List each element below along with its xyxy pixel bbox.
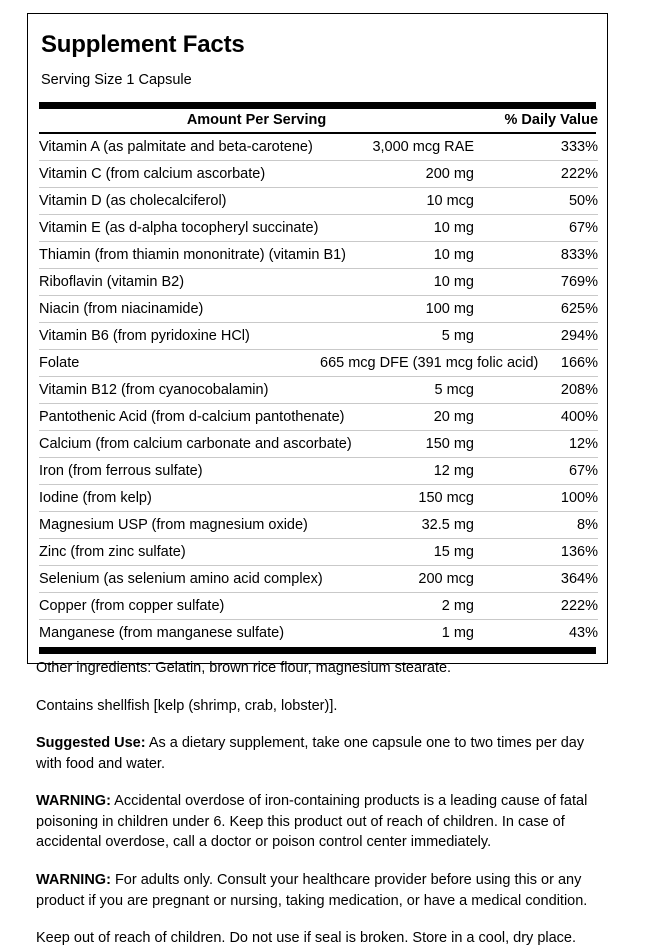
- nutrient-daily-value: 222%: [474, 593, 598, 620]
- supplement-facts-panel: [27, 13, 608, 664]
- warning-adults-paragraph: [36, 870, 592, 911]
- page-title: Supplement Facts: [41, 31, 245, 58]
- nutrient-amount: 10 mg: [320, 242, 474, 269]
- nutrient-name: Vitamin D (as cholecalciferol): [39, 188, 320, 215]
- nutrient-amount: 10 mcg: [320, 188, 474, 215]
- nutrient-daily-value: 8%: [474, 512, 598, 539]
- nutrient-daily-value: 769%: [474, 269, 598, 296]
- nutrient-daily-value: 364%: [474, 566, 598, 593]
- nutrient-name: Folate: [39, 350, 320, 377]
- nutrient-amount: 200 mcg: [320, 566, 474, 593]
- table-row: [39, 242, 598, 269]
- nutrient-name: Iodine (from kelp): [39, 485, 320, 512]
- table-row: [39, 269, 598, 296]
- nutrient-daily-value: 333%: [560, 138, 598, 155]
- nutrient-name: Selenium (as selenium amino acid complex): [39, 566, 320, 593]
- table-row: [39, 485, 598, 512]
- footer-thick-rule: [39, 647, 596, 654]
- nutrient-daily-value: 100%: [474, 485, 598, 512]
- table-row: [39, 620, 598, 647]
- column-header-daily-value: % Daily Value: [504, 112, 599, 129]
- nutrition-table-head: [39, 109, 598, 132]
- nutrient-amount: 150 mcg: [320, 485, 474, 512]
- warning-iron-text: Accidental overdose of iron-containing products is a leading cause of fatal poisoning in children under 6. Keep this product out of reach of children. In case of accidental overdose, call a doctor or poison control center immediately.: [36, 793, 588, 851]
- nutrient-amount: 10 mg: [320, 269, 474, 296]
- nutrition-table-body-wrapper: [39, 134, 598, 647]
- nutrient-rows: [39, 134, 598, 647]
- table-row: [39, 566, 598, 593]
- nutrient-daily-value: 12%: [474, 431, 598, 458]
- column-header-amount-per-serving: Amount Per Serving: [186, 112, 327, 129]
- table-row: [39, 188, 598, 215]
- table-row: [39, 134, 598, 161]
- serving-size-text: Serving Size 1 Capsule: [41, 72, 192, 89]
- table-row: [39, 350, 598, 377]
- storage-statement: Keep out of reach of children. Do not use if seal is broken. Store in a cool, dry place.: [36, 930, 577, 947]
- nutrient-amount: 20 mg: [320, 404, 474, 431]
- table-row: [39, 404, 598, 431]
- nutrient-amount: 10 mg: [320, 215, 474, 242]
- nutrient-daily-value: 208%: [474, 377, 598, 404]
- warning-iron-label: WARNING:: [36, 793, 111, 810]
- nutrient-name: Vitamin B12 (from cyanocobalamin): [39, 377, 320, 404]
- nutrient-daily-value: 400%: [474, 404, 598, 431]
- nutrient-name: Niacin (from niacinamide): [39, 296, 320, 323]
- nutrient-daily-value: 222%: [474, 161, 598, 188]
- nutrient-amount: 3,000 mcg RAE: [372, 138, 474, 155]
- table-row: [39, 215, 598, 242]
- nutrient-name: Pantothenic Acid (from d-calcium pantothenate): [39, 404, 320, 431]
- nutrient-daily-value: 67%: [474, 458, 598, 485]
- nutrient-name: Manganese (from manganese sulfate): [39, 620, 320, 647]
- suggested-use-paragraph: [36, 733, 592, 774]
- warning-iron-paragraph: [36, 791, 592, 853]
- table-row: [39, 377, 598, 404]
- table-row: [39, 512, 598, 539]
- nutrient-amount: 100 mg: [320, 296, 474, 323]
- table-row: [39, 431, 598, 458]
- table-row: [39, 458, 598, 485]
- suggested-use-label: Suggested Use:: [36, 735, 146, 752]
- allergen-statement: Contains shellfish [kelp (shrimp, crab, lobster)].: [36, 697, 338, 714]
- nutrient-name: Iron (from ferrous sulfate): [39, 458, 320, 485]
- nutrient-daily-value: 294%: [474, 323, 598, 350]
- nutrient-amount: 15 mg: [320, 539, 474, 566]
- nutrient-name: Calcium (from calcium carbonate and ascorbate): [39, 431, 320, 458]
- nutrient-name: Vitamin B6 (from pyridoxine HCl): [39, 323, 320, 350]
- label-footer-text: [36, 658, 592, 949]
- nutrient-amount: 2 mg: [320, 593, 474, 620]
- nutrient-name: Vitamin C (from calcium ascorbate): [39, 161, 320, 188]
- nutrient-amount: 150 mg: [320, 431, 474, 458]
- warning-adults-text: For adults only. Consult your healthcare provider before using this or any product if you are pregnant or nursing, taking medication, or have a medical condition.: [36, 872, 588, 909]
- nutrition-table: [39, 109, 598, 132]
- nutrient-amount: 200 mg: [320, 161, 474, 188]
- nutrient-amount: 665 mcg DFE (391 mcg folic acid): [320, 350, 474, 377]
- nutrient-daily-value: 166%: [474, 350, 598, 377]
- table-header-row: [39, 109, 598, 132]
- table-row: [39, 593, 598, 620]
- nutrient-name: Vitamin E (as d-alpha tocopheryl succinate): [39, 215, 320, 242]
- other-ingredients-text: Other ingredients: Gelatin, brown rice flour, magnesium stearate.: [36, 660, 452, 676]
- nutrient-amount: 32.5 mg: [320, 512, 474, 539]
- nutrient-name: Riboflavin (vitamin B2): [39, 269, 320, 296]
- nutrient-name: Magnesium USP (from magnesium oxide): [39, 512, 320, 539]
- nutrient-amount: 5 mg: [320, 323, 474, 350]
- table-row: [39, 296, 598, 323]
- nutrient-amount: 1 mg: [320, 620, 474, 647]
- nutrient-daily-value: 67%: [474, 215, 598, 242]
- nutrient-name: Vitamin A (as palmitate and beta-carotene): [39, 138, 313, 155]
- nutrient-daily-value: 50%: [474, 188, 598, 215]
- suggested-use-text: As a dietary supplement, take one capsule one to two times per day with food and water.: [36, 735, 585, 772]
- nutrient-name: Copper (from copper sulfate): [39, 593, 320, 620]
- nutrient-amount: 5 mcg: [320, 377, 474, 404]
- table-row: [39, 323, 598, 350]
- nutrient-daily-value: 136%: [474, 539, 598, 566]
- warning-adults-label: WARNING:: [36, 872, 111, 889]
- table-row: [39, 161, 598, 188]
- nutrient-name: Thiamin (from thiamin mononitrate) (vitamin B1): [39, 242, 320, 269]
- nutrient-daily-value: 833%: [474, 242, 598, 269]
- nutrient-name: Zinc (from zinc sulfate): [39, 539, 320, 566]
- table-row: [39, 539, 598, 566]
- nutrient-daily-value: 43%: [474, 620, 598, 647]
- header-thick-rule: [39, 102, 596, 109]
- nutrient-daily-value: 625%: [474, 296, 598, 323]
- nutrient-amount: 12 mg: [320, 458, 474, 485]
